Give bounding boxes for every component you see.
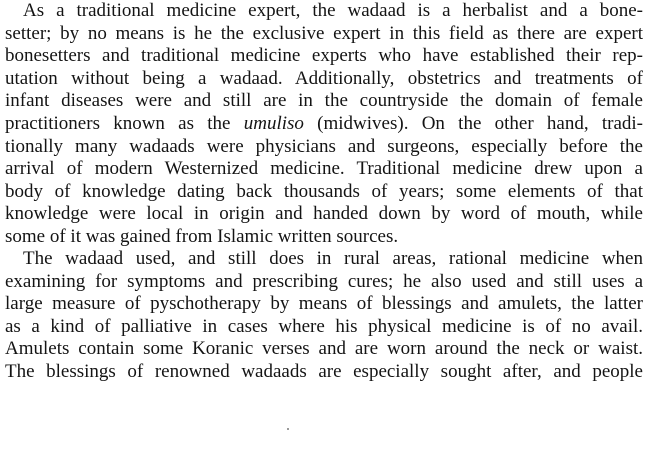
text-line: body of knowledge dating back thousands of years; some elements of that bbox=[5, 180, 643, 202]
scan-speck bbox=[287, 428, 289, 430]
text-line: as a kind of palliative in cases where his physical medicine is of no avail. bbox=[5, 315, 643, 337]
text-line: utation without being a wadaad. Additionally, obstetrics and treatments of bbox=[5, 67, 643, 89]
text-line: large measure of pyschotherapy by means of blessings and amulets, the latter bbox=[5, 293, 643, 315]
text-line: infant diseases were and still are in the countryside the domain of female bbox=[5, 90, 643, 112]
text-line bbox=[5, 113, 643, 136]
text-line: The wadaad used, and still does in rural areas, rational medicine when bbox=[23, 248, 643, 269]
text-line: arrival of modern Westernized medicine. Traditional medicine drew upon a bbox=[5, 158, 643, 180]
text-line: tionally many wadaads were physicians and surgeons, especially before the bbox=[5, 135, 643, 157]
text-line: examining for symptoms and prescribing cures; he also used and still uses a bbox=[5, 270, 643, 292]
text-line: The blessings of renowned wadaads are especially sought after, and people bbox=[5, 360, 643, 382]
text-line: setter; by no means is he the exclusive expert in this field as there are expert bbox=[5, 22, 643, 44]
paragraph-rational-medicine bbox=[5, 248, 643, 384]
paragraph-wadaad-medicine-expert bbox=[5, 0, 643, 249]
text-line: As a traditional medicine expert, the wadaad is a herbalist and a bone- bbox=[23, 0, 643, 21]
text-segment: (midwives). On the other hand, tradi- bbox=[303, 112, 643, 134]
text-line: knowledge were local in origin and handed down by word of mouth, while bbox=[5, 203, 643, 225]
text-segment: practitioners known as the bbox=[5, 112, 244, 134]
italic-term-umuliso: umuliso bbox=[243, 112, 304, 134]
text-line: Amulets contain some Koranic verses and are worn around the neck or waist. bbox=[5, 338, 643, 360]
text-line: bonesetters and traditional medicine experts who have established their rep- bbox=[5, 45, 643, 67]
text-line: some of it was gained from Islamic written sources. bbox=[5, 225, 399, 247]
